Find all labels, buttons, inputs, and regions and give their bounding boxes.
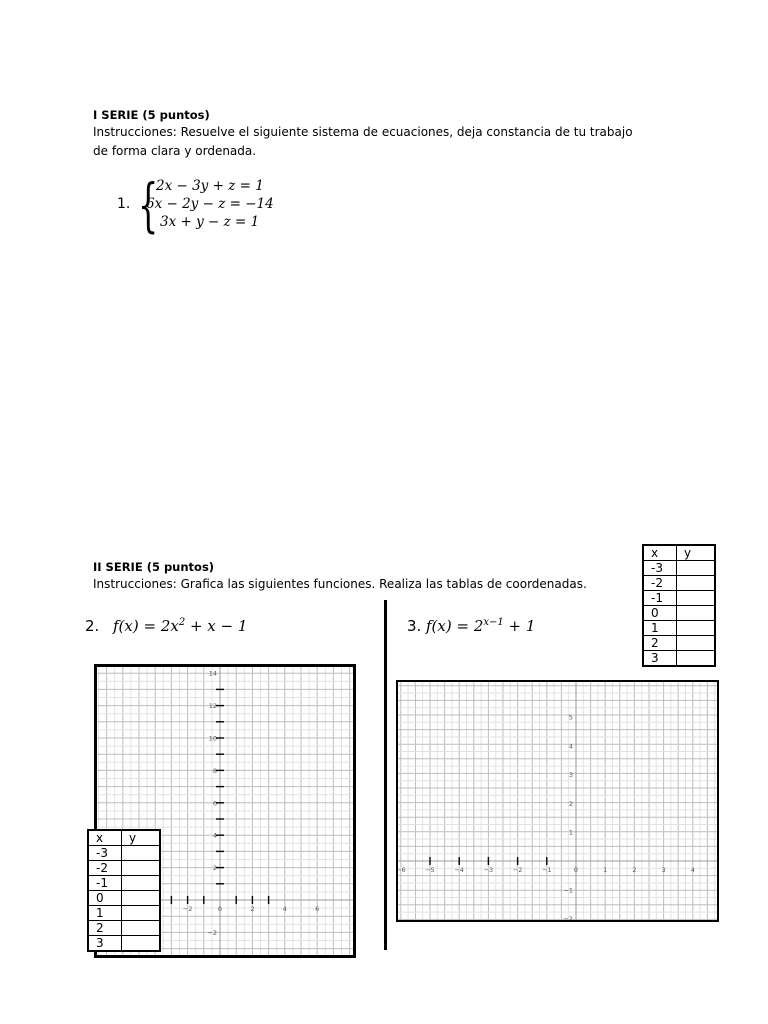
equation-2: 6x − 2y − z = −14 (146, 196, 274, 212)
x-tick-label: −2 (182, 905, 193, 913)
x-cell: 0 (643, 606, 677, 621)
x-tick-label: 0 (573, 866, 579, 874)
table-row (643, 606, 715, 621)
y-tick-label: −1 (563, 886, 573, 895)
x-cell: -2 (88, 861, 122, 876)
y-tick-label: 5 (568, 713, 573, 722)
section1-instructions-line1: Instrucciones: Resuelve el siguiente sistema de ecuaciones, deja constancia de tu trabajo (93, 125, 633, 139)
problem2-function-exponent: 2 (178, 617, 186, 628)
x-tick-label: 4 (282, 905, 287, 913)
section2-instructions: Instrucciones: Grafica las siguientes funciones. Realiza las tablas de coordenadas. (93, 577, 587, 591)
problem2-number: 2. (85, 617, 100, 635)
coord-table-problem3 (642, 544, 716, 667)
header-x: x (643, 545, 677, 561)
y-cell[interactable] (122, 876, 161, 891)
y-tick-label: 4 (568, 742, 573, 751)
table-row (643, 561, 715, 576)
table-row (643, 576, 715, 591)
x-tick-label: −5 (425, 866, 435, 874)
x-tick-label: −3 (483, 866, 494, 874)
table-row (88, 846, 160, 861)
problem3-function-exponent: x−1 (483, 617, 504, 628)
y-tick-label: 1 (568, 828, 573, 837)
y-cell[interactable] (677, 576, 716, 591)
problem3-number: 3. (407, 617, 422, 635)
table-row (88, 891, 160, 906)
header-y: y (122, 830, 161, 846)
coord-table-problem2 (87, 829, 161, 952)
problem2-function (113, 617, 247, 635)
equation-3: 3x + y − z = 1 (160, 214, 260, 230)
problem2-function-lhs: f(x) = 2x (113, 617, 179, 635)
x-cell: 3 (88, 936, 122, 952)
y-cell[interactable] (122, 906, 161, 921)
y-tick-label: 10 (208, 734, 217, 743)
y-cell[interactable] (677, 591, 716, 606)
table-row (643, 651, 715, 667)
y-tick-label: 8 (212, 766, 217, 775)
y-cell[interactable] (122, 936, 161, 952)
y-cell[interactable] (677, 651, 716, 667)
x-tick-label: 2 (250, 905, 255, 913)
y-tick-label: 14 (208, 669, 217, 678)
x-cell: 1 (88, 906, 122, 921)
table-row (88, 936, 160, 952)
x-cell: 1 (643, 621, 677, 636)
x-cell: 2 (643, 636, 677, 651)
x-tick-label: 6 (315, 905, 320, 913)
y-cell[interactable] (677, 561, 716, 576)
system-brace: { (138, 171, 159, 239)
x-tick-label: 2 (632, 866, 637, 874)
section1-instructions-line2: de forma clara y ordenada. (93, 144, 257, 158)
table-row (88, 906, 160, 921)
table-row (88, 861, 160, 876)
table-header-row (88, 830, 160, 846)
header-y: y (677, 545, 716, 561)
y-cell[interactable] (677, 621, 716, 636)
section2-title: II SERIE (5 puntos) (93, 560, 215, 574)
table-row (643, 591, 715, 606)
y-tick-label: 6 (212, 799, 217, 808)
y-tick-label: 2 (568, 799, 573, 808)
y-cell[interactable] (122, 861, 161, 876)
header-x: x (88, 830, 122, 846)
x-cell: 2 (88, 921, 122, 936)
problem2-function-rhs: + x − 1 (185, 617, 248, 635)
y-cell[interactable] (122, 921, 161, 936)
table-row (88, 921, 160, 936)
x-cell: -3 (643, 561, 677, 576)
x-cell: 3 (643, 651, 677, 667)
problem3-function-lhs: f(x) = 2 (426, 617, 484, 635)
y-cell[interactable] (677, 636, 716, 651)
problem3-function (426, 617, 535, 635)
x-tick-label: 4 (690, 866, 695, 874)
x-tick-label: 1 (603, 866, 608, 874)
x-cell: 0 (88, 891, 122, 906)
x-tick-label: −4 (454, 866, 464, 874)
y-tick-label: 4 (212, 831, 217, 840)
graph3-grid[interactable] (396, 680, 719, 922)
section1-title: I SERIE (5 puntos) (93, 108, 210, 122)
equation-1: 2x − 3y + z = 1 (156, 178, 264, 194)
y-tick-label: 2 (212, 864, 217, 873)
section1-instructions (93, 123, 633, 161)
problem3-function-rhs: + 1 (503, 617, 536, 635)
y-cell[interactable] (677, 606, 716, 621)
table-row (643, 621, 715, 636)
y-tick-label: 3 (568, 771, 573, 780)
y-tick-label: −2 (207, 928, 217, 937)
problem1-number: 1. (117, 196, 131, 212)
x-tick-label: −1 (542, 866, 552, 874)
y-cell[interactable] (122, 846, 161, 861)
x-cell: -1 (88, 876, 122, 891)
x-tick-label: 0 (217, 905, 223, 913)
section-divider (384, 600, 387, 950)
x-cell: -2 (643, 576, 677, 591)
x-tick-label: 3 (661, 866, 666, 874)
y-tick-label: −2 (563, 915, 573, 922)
table-row (643, 636, 715, 651)
table-header-row (643, 545, 715, 561)
x-cell: -3 (88, 846, 122, 861)
x-tick-label: −2 (512, 866, 523, 874)
x-tick-label: −6 (396, 866, 406, 874)
x-cell: -1 (643, 591, 677, 606)
y-cell[interactable] (122, 891, 161, 906)
y-tick-label: 12 (208, 702, 217, 711)
table-row (88, 876, 160, 891)
